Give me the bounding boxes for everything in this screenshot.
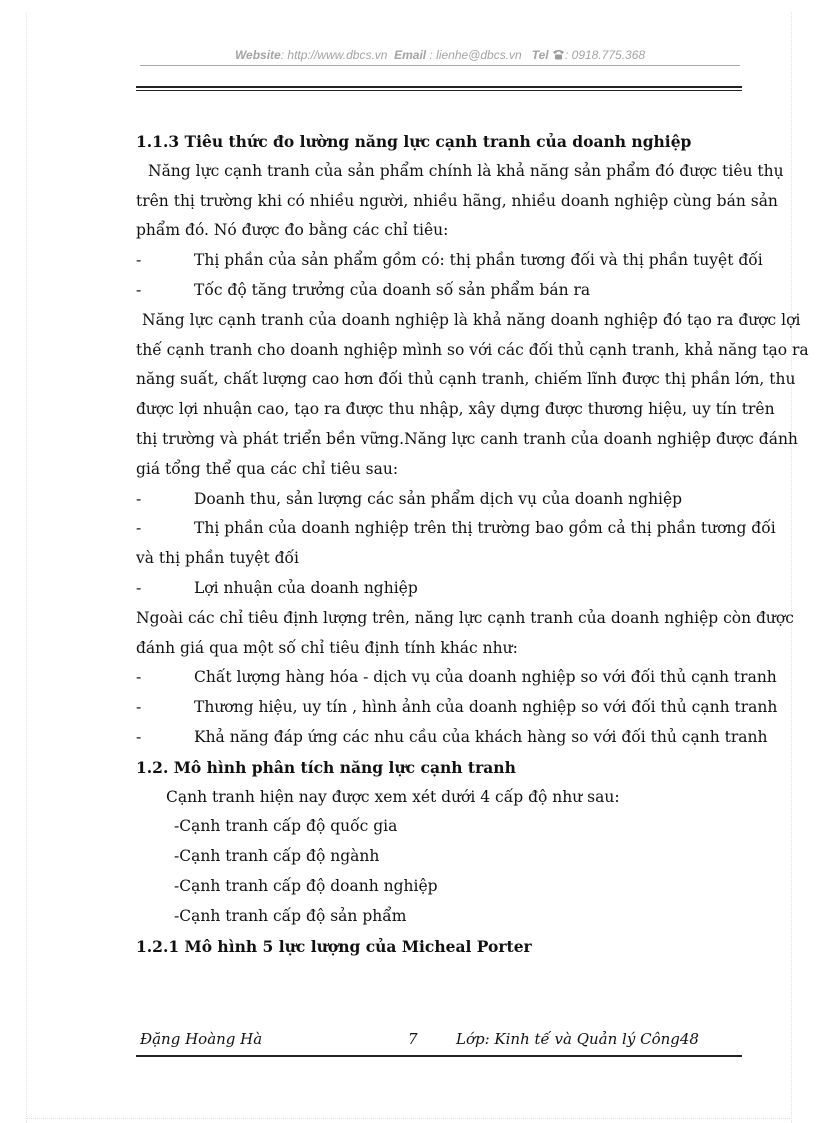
header-rule	[140, 65, 740, 66]
footer-rule	[136, 1055, 742, 1057]
website-value: : http://www.dbcs.vn	[280, 48, 388, 62]
header-double-rule-top	[136, 86, 742, 88]
paragraph-line: Năng lực cạnh tranh của doanh nghiệp là khả năng doanh nghiệp đó tạo ra được lợi	[142, 310, 801, 329]
list-bullet: -	[136, 280, 142, 299]
paragraph-line: được lợi nhuận cao, tạo ra được thu nhập, xây dựng được thương hiệu, uy tín trên	[136, 400, 775, 419]
list-item-continuation: và thị phần tuyệt đối	[136, 549, 299, 568]
level-item: -Cạnh tranh cấp độ ngành	[174, 847, 380, 866]
list-item	[136, 276, 748, 306]
page-header	[140, 48, 740, 62]
paragraph-line: trên thị trường khi có nhiều người, nhiều hãng, nhiều doanh nghiệp cùng bán sản	[136, 191, 778, 210]
list-item-text: Thị phần của doanh nghiệp trên thị trường bao gồm cả thị phần tương đối	[194, 519, 776, 538]
paragraph-line: Ngoài các chỉ tiêu định lượng trên, năng lực cạnh tranh của doanh nghiệp còn được	[136, 608, 794, 627]
list-item	[136, 693, 778, 723]
list-item-text: Doanh thu, sản lượng các sản phẩm dịch vụ của doanh nghiệp	[194, 489, 683, 508]
list-bullet: -	[136, 668, 142, 687]
document-body	[136, 127, 809, 961]
website-label: Website	[234, 48, 281, 62]
list-item-text: Chất lượng hàng hóa - dịch vụ của doanh nghiệp so với đối thủ cạnh tranh	[194, 668, 777, 687]
paragraph-line: Cạnh tranh hiện nay được xem xét dưới 4 cấp độ như sau:	[166, 787, 620, 806]
list-item	[136, 246, 763, 276]
list-bullet: -	[136, 251, 142, 270]
telephone-icon	[552, 49, 565, 60]
footer-class-info: Lớp: Kinh tế và Quản lý Công48	[456, 1030, 699, 1048]
paragraph-line: đánh giá qua một số chỉ tiêu định tính khác như:	[136, 638, 518, 657]
list-item-text: Lợi nhuận của doanh nghiệp	[194, 578, 418, 597]
list-item	[136, 723, 768, 753]
footer-author: Đặng Hoàng Hà	[140, 1030, 263, 1048]
tel-value: : 0918.775.368	[564, 48, 646, 62]
section-heading-1-1-3: 1.1.3 Tiêu thức đo lường năng lực cạnh tranh của doanh nghiệp	[136, 132, 692, 151]
paragraph-line: thị trường và phát triển bền vững.Năng lực canh tranh của doanh nghiệp được đánh	[136, 429, 798, 448]
list-item-text: Thị phần của sản phẩm gồm có: thị phần tương đối và thị phần tuyệt đối	[194, 251, 763, 270]
email-value: : lienhe@dbcs.vn	[429, 48, 522, 62]
paragraph-line: thế cạnh tranh cho doanh nghiệp mình so với các đối thủ cạnh tranh, khả năng tạo ra	[136, 340, 809, 359]
level-item: -Cạnh tranh cấp độ doanh nghiệp	[174, 876, 438, 895]
list-item-text: Khả năng đáp ứng các nhu cầu của khách hàng so với đối thủ cạnh tranh	[194, 727, 768, 746]
list-item-text: Thương hiệu, uy tín , hình ảnh của doanh nghiệp so với đối thủ cạnh tranh	[194, 698, 778, 717]
list-item	[136, 663, 777, 693]
page-footer	[140, 1030, 740, 1052]
paragraph-line: năng suất, chất lượng cao hơn đối thủ cạnh tranh, chiếm lĩnh được thị phần lớn, thu	[136, 370, 796, 389]
list-bullet: -	[136, 727, 142, 746]
footer-page-number: 7	[408, 1030, 418, 1048]
list-bullet: -	[136, 489, 142, 508]
level-item: -Cạnh tranh cấp độ quốc gia	[174, 817, 398, 836]
header-double-rule-bottom	[136, 90, 742, 91]
list-item	[136, 485, 748, 515]
list-bullet: -	[136, 519, 142, 538]
section-heading-1-2-1: 1.2.1 Mô hình 5 lực lượng của Micheal Porter	[136, 936, 532, 956]
paragraph-line: giá tổng thể qua các chỉ tiêu sau:	[136, 459, 399, 478]
list-item-text: Tốc độ tăng trưởng của doanh số sản phẩm bán ra	[194, 280, 591, 299]
paragraph-line: Năng lực cạnh tranh của sản phẩm chính là khả năng sản phẩm đó được tiêu thụ	[148, 161, 784, 180]
section-heading-1-2: 1.2. Mô hình phân tích năng lực cạnh tranh	[136, 757, 516, 777]
list-item	[136, 514, 776, 544]
list-bullet: -	[136, 578, 142, 597]
level-item: -Cạnh tranh cấp độ sản phẩm	[174, 906, 407, 925]
email-label: Email	[394, 48, 427, 62]
list-bullet: -	[136, 698, 142, 717]
page-bottom-border	[26, 1118, 790, 1119]
list-item	[136, 574, 748, 604]
paragraph-line: phẩm đó. Nó được đo bằng các chỉ tiêu:	[136, 221, 449, 240]
tel-label: Tel	[531, 48, 549, 62]
